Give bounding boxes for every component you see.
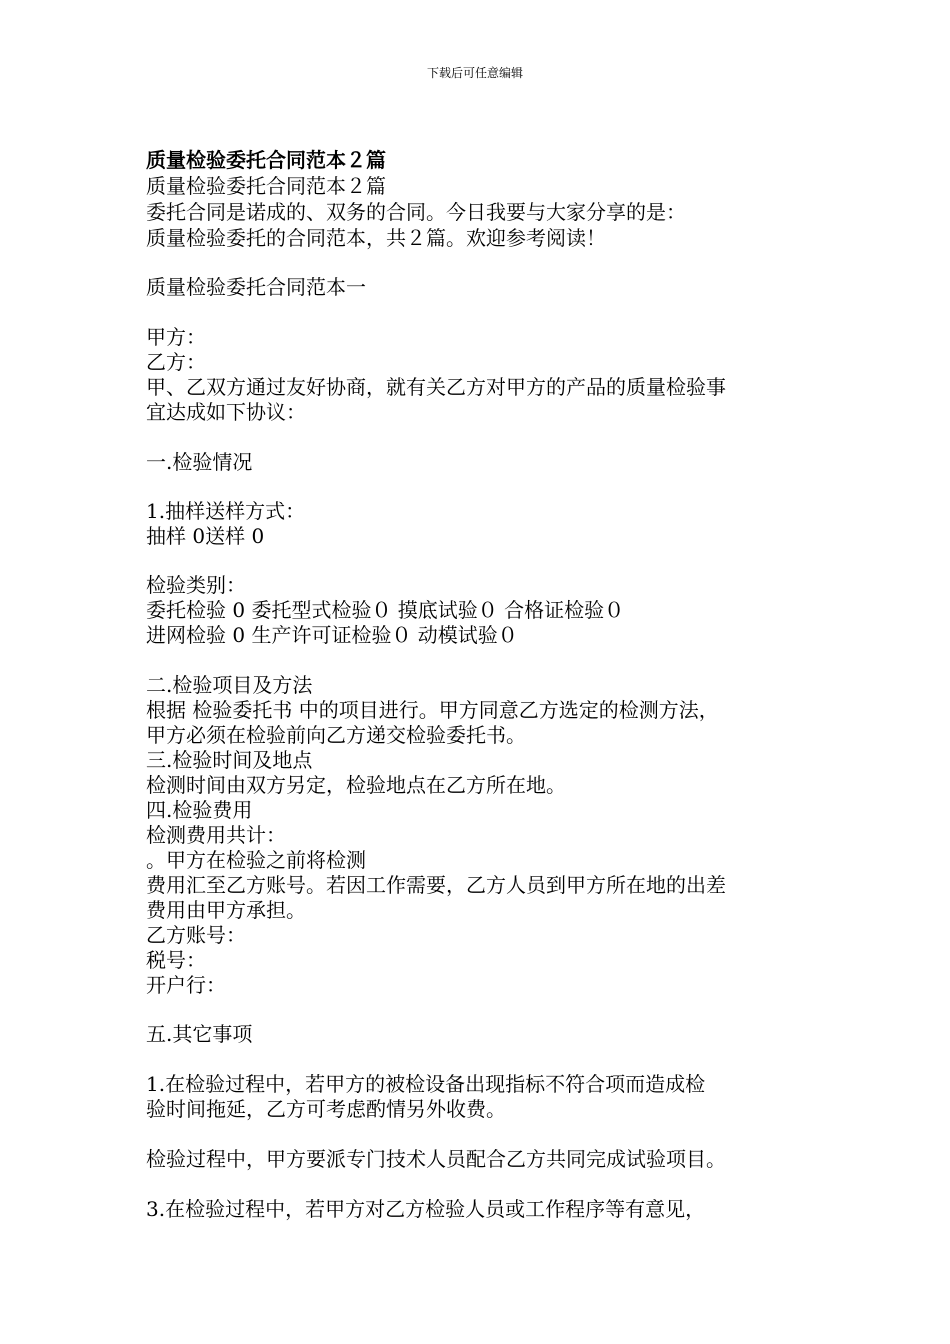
section-heading: 三.检验时间及地点 [146, 748, 313, 772]
text-line: 检测费用共计： [146, 823, 286, 847]
text-line: 乙方： [146, 350, 206, 374]
text-line: 检测时间由双方另定，检验地点在乙方所在地。 [146, 773, 566, 797]
text-line: 1.在检验过程中，若甲方的被检设备出现指标不符合项而造成检 [146, 1072, 706, 1096]
page-header-note: 下载后可任意编辑 [426, 66, 523, 80]
section-heading: 四.检验费用 [146, 798, 253, 822]
text-line: 质量检验委托的合同范本，共２篇。欢迎参考阅读！ [146, 226, 606, 250]
text-line: 委托检验 0 委托型式检验０ 摸底试验０ 合格证检验０ [146, 598, 625, 622]
text-line: 质量检验委托合同范本２篇 [146, 174, 386, 198]
text-line: 检验类别： [146, 573, 246, 597]
section-heading: 五.其它事项 [146, 1022, 253, 1046]
text-line: 宜达成如下协议： [146, 400, 306, 424]
text-line: 验时间拖延，乙方可考虑酌情另外收费。 [146, 1097, 506, 1121]
text-line: 根据 检验委托书 中的项目进行。甲方同意乙方选定的检测方法， [146, 698, 719, 722]
section-heading: 质量检验委托合同范本一 [146, 275, 366, 299]
text-line: 委托合同是诺成的、双务的合同。今日我要与大家分享的是： [146, 200, 686, 224]
text-line: 1.抽样送样方式： [146, 499, 306, 523]
text-line: 开户行： [146, 973, 226, 997]
text-line: 甲方必须在检验前向乙方递交检验委托书。 [146, 723, 526, 747]
section-heading: 二.检验项目及方法 [146, 673, 313, 697]
text-line: 税号： [146, 948, 206, 972]
text-line: 。甲方在检验之前将检测 [146, 848, 366, 872]
text-line: 检验过程中，甲方要派专门技术人员配合乙方共同完成试验项目。 [146, 1147, 726, 1171]
text-line: 甲、乙双方通过友好协商，就有关乙方对甲方的产品的质量检验事 [146, 375, 726, 399]
text-line: 乙方账号： [146, 923, 246, 947]
text-line: 进网检验 0 生产许可证检验０ 动模试验０ [146, 623, 518, 647]
document-title: 质量检验委托合同范本２篇 [146, 148, 386, 172]
text-line: 3.在检验过程中，若甲方对乙方检验人员或工作程序等有意见， [146, 1197, 706, 1221]
text-line: 抽样 0送样 0 [146, 524, 265, 548]
text-line: 甲方： [146, 325, 206, 349]
text-line: 费用由甲方承担。 [146, 898, 306, 922]
section-heading: 一.检验情况 [146, 450, 253, 474]
text-line: 费用汇至乙方账号。若因工作需要，乙方人员到甲方所在地的出差 [146, 873, 726, 897]
